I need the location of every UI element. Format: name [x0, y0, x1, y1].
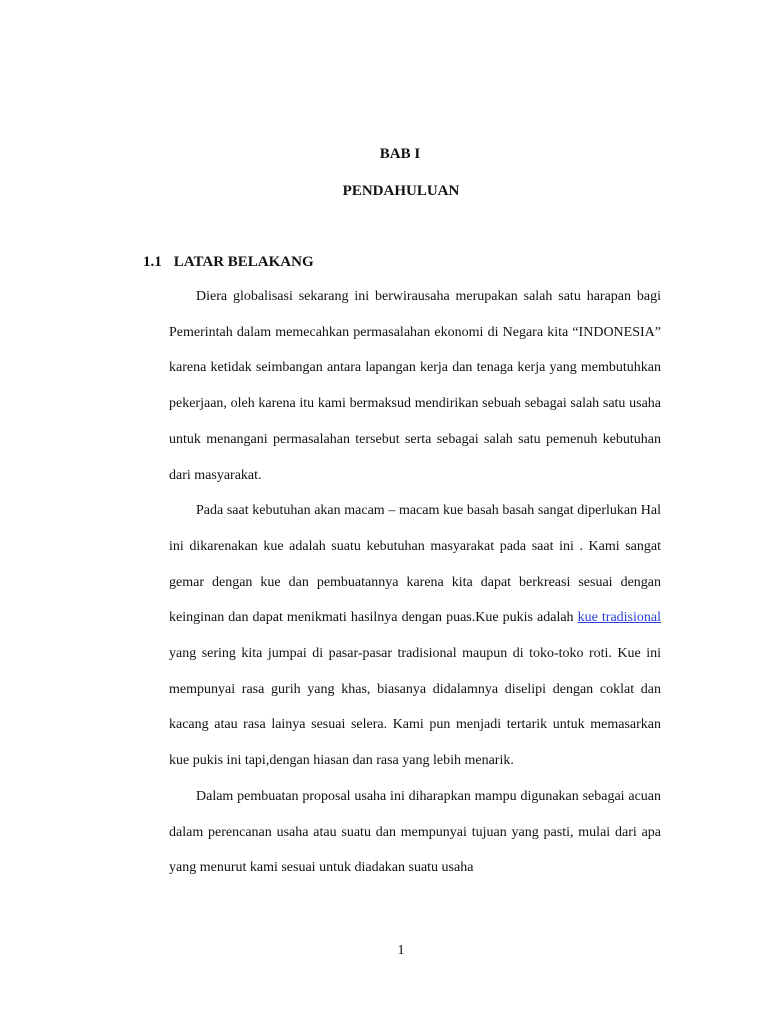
paragraph-2 [169, 493, 661, 779]
paragraph-2-text-start: Pada saat kebutuhan akan macam – macam kue basah basah sangat diperlukan Hal ini dikarenakan kue adalah suatu kebutuhan masyarakat pada saat ini . Kami sangat gemar dengan kue dan pembuatannya karena kita dapat berkreasi sesuai dengan keinginan dan dapat menikmati hasilnya dengan puas.Kue pukis adalah [169, 503, 661, 626]
section-number: 1.1 [143, 254, 162, 270]
chapter-title: PENDAHULUAN [342, 183, 460, 199]
kue-tradisional-link[interactable]: kue tradisional [577, 610, 661, 626]
page-number: 1 [397, 943, 405, 958]
paragraph-3: Dalam pembuatan proposal usaha ini diharapkan mampu digunakan sebagai acuan dalam perencanan usaha atau suatu dan mempunyai tujuan yang pasti, mulai dari apa yang menurut kami sesuai untuk diadakan suatu usaha [169, 788, 661, 876]
body-text [169, 279, 661, 886]
chapter-number: BAB I [379, 146, 421, 162]
section-heading [143, 254, 314, 271]
paragraph-2-text-end: yang sering kita jumpai di pasar-pasar tradisional maupun di toko-toko roti. Kue ini mempunyai rasa gurih yang khas, biasanya didalamnya diselipi dengan coklat dan kacang atau rasa lainya sesuai selera. Kami pun menjadi tertarik untuk memasarkan kue pukis ini tapi,dengan hiasan dan rasa yang lebih menarik. [169, 646, 661, 769]
paragraph-1: Diera globalisasi sekarang ini berwirausaha merupakan salah satu harapan bagi Pemerintah dalam memecahkan permasalahan ekonomi di Negara kita “INDONESIA” karena ketidak seimbangan antara lapangan kerja dan tenaga kerja yang membutuhkan pekerjaan, oleh karena itu kami bermaksud mendirikan sebuah sebagai salah satu usaha untuk menangani permasalahan tersebut serta sebagai salah satu pemenuh kebutuhan dari masyarakat. [169, 289, 661, 483]
section-title: LATAR BELAKANG [173, 254, 314, 270]
